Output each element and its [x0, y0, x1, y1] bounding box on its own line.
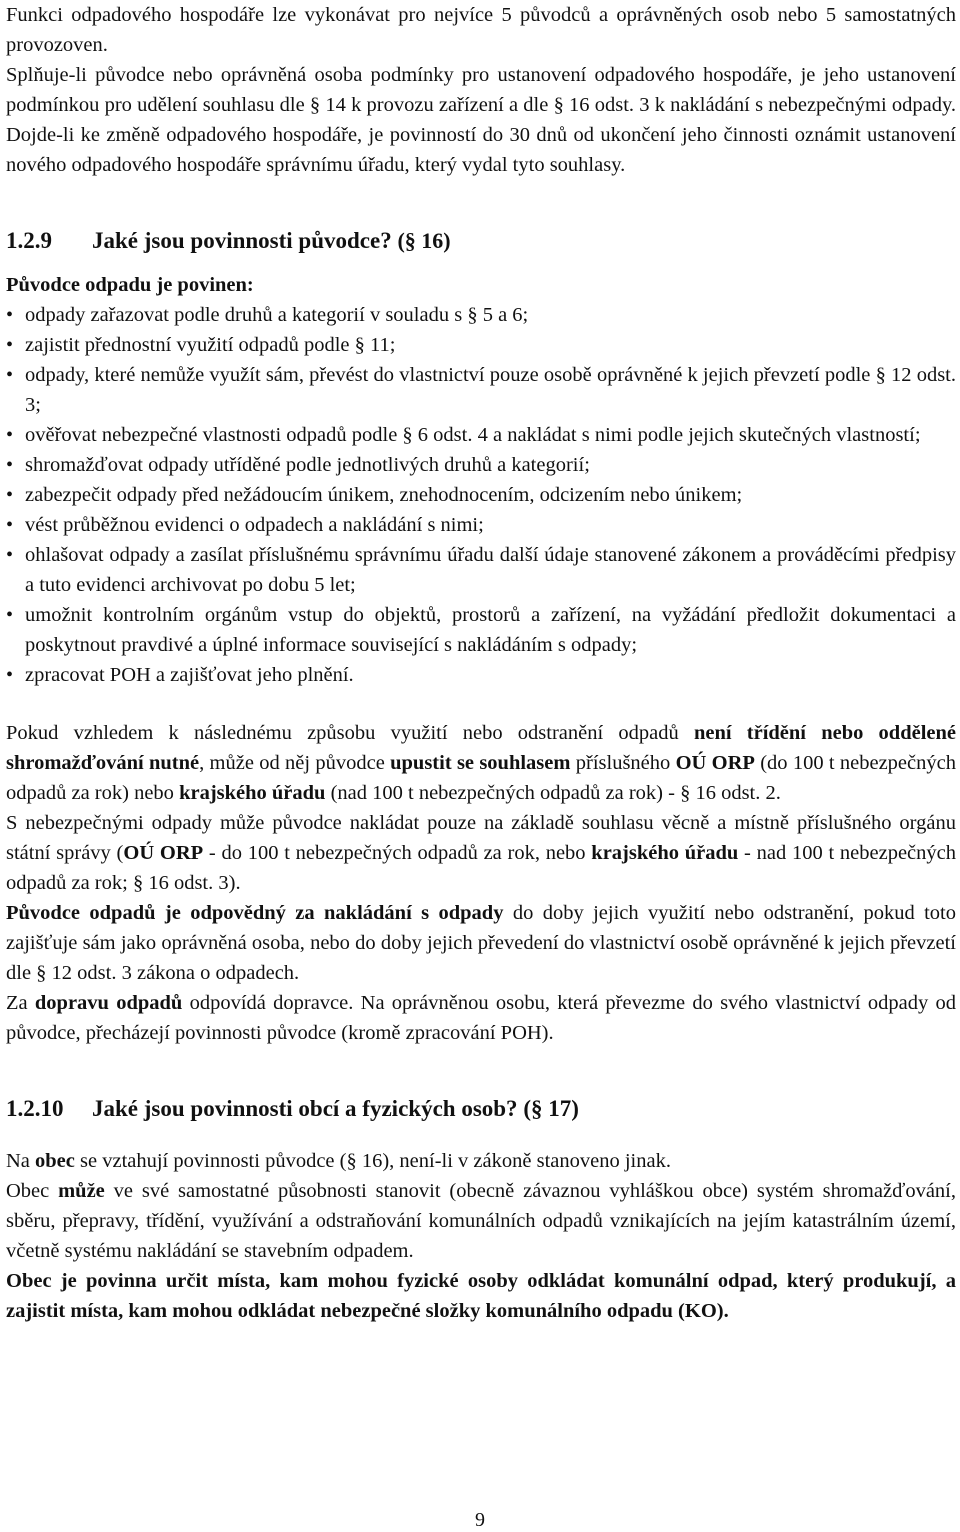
list-item: • odpady, které nemůže využít sám, převést do vlastnictví pouze osobě oprávněné k jejich převzetí podle § 12 odst. 3;	[6, 360, 956, 420]
list-item: • zpracovat POH a zajišťovat jeho plnění.	[6, 660, 956, 690]
list-item: • odpady zařazovat podle druhů a kategorií v souladu s § 5 a 6;	[6, 300, 956, 330]
list-item: • ohlašovat odpady a zasílat příslušnému správnímu úřadu další údaje stanovené zákonem a prováděcími předpisy a tuto evidenci archivovat po dobu 5 let;	[6, 540, 956, 600]
list-item: • ověřovat nebezpečné vlastnosti odpadů podle § 6 odst. 4 a nakládat s nimi podle jejich skutečných vlastností;	[6, 420, 956, 450]
list-item: • zabezpečit odpady před nežádoucím únikem, znehodnocením, odcizením nebo únikem;	[6, 480, 956, 510]
paragraph-transport: Za dopravu odpadů odpovídá dopravce. Na oprávněnou osobu, která převezme do svého vlastnictví odpady od původce, přecházejí povinnosti původce (kromě zpracování POH).	[6, 992, 956, 1044]
page-number: 9	[475, 1509, 485, 1531]
intro-paragraph-1: Funkci odpadového hospodáře lze vykonávat pro nejvíce 5 původců a oprávněných osob nebo 5 samostatných provozoven.	[6, 4, 956, 56]
document-page	[6, 0, 956, 1326]
paragraph-municipality-obligations: Na obec se vztahují povinnosti původce (§ 16), není-li v zákoně stanoveno jinak.	[6, 1150, 671, 1172]
section-title: Jaké jsou povinnosti obcí a fyzických osob?	[92, 1096, 518, 1121]
paragraph-municipality-must: Obec je povinna určit místa, kam mohou fyzické osoby odkládat komunální odpad, který produkují, a zajistit místa, kam mohou odkládat nebezpečné složky komunálního odpadu (KO).	[6, 1270, 956, 1322]
section-number: 1.2.10	[6, 1096, 64, 1121]
paragraph-municipality-may: Obec může ve své samostatné působnosti stanovit (obecně závaznou vyhláškou obce) systém shromažďování, sběru, přepravy, třídění, využívání a odstraňování komunálních odpadů vznikajících na jejím katastrálním území, včetně systému nakládání se stavebním odpadem.	[6, 1180, 956, 1262]
section-reference: (§ 17)	[523, 1096, 579, 1121]
list-item: • shromažďovat odpady utříděné podle jednotlivých druhů a kategorií;	[6, 450, 956, 480]
list-item: • umožnit kontrolním orgánům vstup do objektů, prostorů a zařízení, na vyžádání předložit dokumentaci a poskytnout pravdivé a úplné informace související s nakládáním s odpady;	[6, 600, 956, 660]
intro-paragraph-2: Splňuje-li původce nebo oprávněná osoba podmínky pro ustanovení odpadového hospodáře, je jeho ustanovení podmínkou pro udělení souhlasu dle § 14 k provozu zařízení a dle § 16 odst. 3 k nakládání s nebezpečnými odpady. Dojde-li ke změně odpadového hospodáře, je povinností do 30 dnů od ukončení jeho činnosti oznámit ustanovení nového odpadového hospodáře správnímu úřadu, který vydal tyto souhlasy.	[6, 64, 956, 176]
obligations-list	[6, 300, 956, 690]
paragraph-sorting-exemption: Pokud vzhledem k následnému způsobu využití nebo odstranění odpadů není třídění nebo oddělené shromažďování nutné, může od něj původce upustit se souhlasem příslušného OÚ ORP (do 100 t nebezpečných odpadů za rok) nebo krajského úřadu (nad 100 t nebezpečných odpadů za rok) - § 16 odst. 2.	[6, 722, 956, 804]
paragraph-responsibility: Původce odpadů je odpovědný za nakládání s odpady do doby jejich využití nebo odstranění, pokud toto zajišťuje sám jako oprávněná osoba, nebo do doby jejich převedení do vlastnictví osobě oprávněné k jejich převzetí dle § 12 odst. 3 zákona o odpadech.	[6, 902, 957, 984]
paragraph-hazardous-consent: S nebezpečnými odpady může původce nakládat pouze na základě souhlasu věcně a místně příslušného orgánu státní správy (OÚ ORP - do 100 t nebezpečných odpadů za rok, nebo krajského úřadu - nad 100 t nebezpečných odpadů za rok; § 16 odst. 3).	[6, 812, 956, 894]
section-heading-1-2-9	[6, 226, 956, 256]
obligations-subtitle: Původce odpadu je povinen:	[6, 274, 254, 296]
section-number: 1.2.9	[6, 228, 52, 253]
list-item: • zajistit přednostní využití odpadů podle § 11;	[6, 330, 956, 360]
section-title: Jaké jsou povinnosti původce?	[92, 228, 392, 253]
section-reference: (§ 16)	[397, 228, 451, 253]
section-heading-1-2-10	[6, 1094, 956, 1124]
list-item: • vést průběžnou evidenci o odpadech a nakládání s nimi;	[6, 510, 956, 540]
